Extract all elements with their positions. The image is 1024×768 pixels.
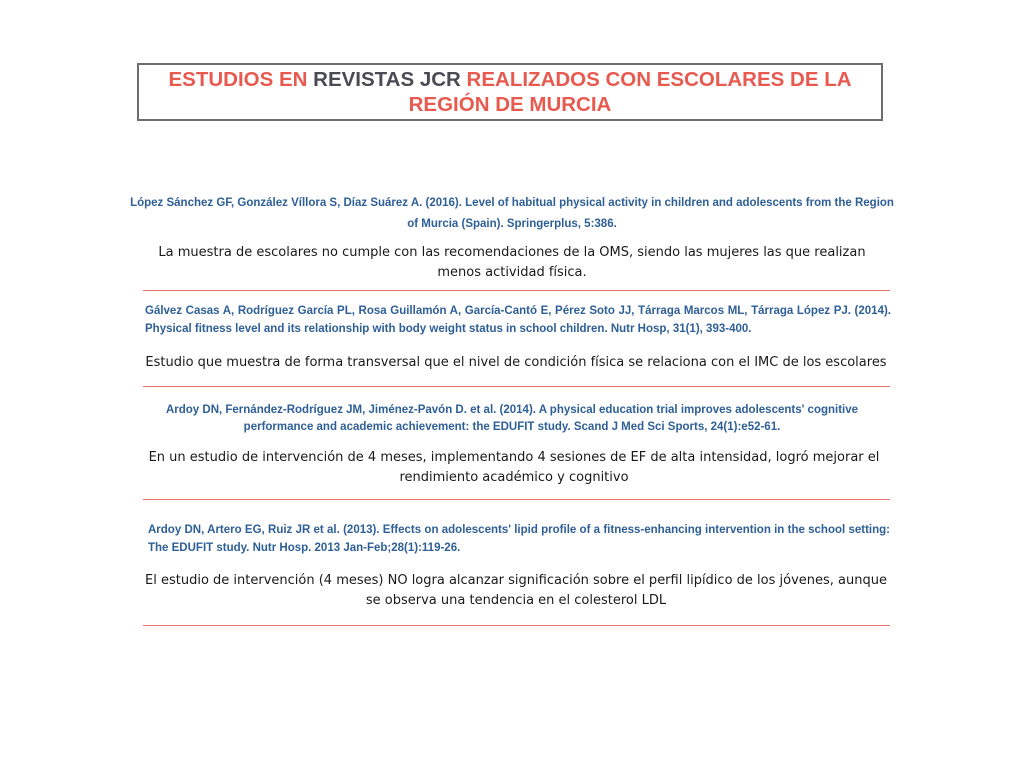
title-box (137, 63, 883, 121)
study-4-reference: Ardoy DN, Artero EG, Ruiz JR et al. (2013). Effects on adolescents' lipid profile of a fitness-enhancing intervention in the school setting: The EDUFIT study. Nutr Hosp. 2013 Jan-Feb;28(1):119-26. (148, 524, 890, 554)
study-4-summary: El estudio de intervención (4 meses) NO logra alcanzar significación sobre el perfil lipídico de los jóvenes, aunque se observa una tendencia en el colesterol LDL (145, 573, 887, 608)
title-part-2: REVISTAS JCR (313, 68, 461, 91)
study-3-summary: En un estudio de intervención de 4 meses, implementando 4 sesiones de EF de alta intensidad, logró mejorar el rendimiento académico y cognitivo (148, 450, 880, 485)
study-1-reference: López Sánchez GF, González Víllora S, Díaz Suárez A. (2016). Level of habitual physical activity in children and adolescents from the Region of Murcia (Spain). Springerplus, 5:386. (130, 197, 894, 230)
study-3-reference: Ardoy DN, Fernández-Rodríguez JM, Jiménez-Pavón D. et al. (2014). A physical education trial improves adolescents' cognitive performance and academic achievement: the EDUFIT study. Scand J Med Sci Sports, 24(1):e52-61. (165, 404, 859, 433)
divider (143, 290, 890, 291)
divider (143, 499, 890, 500)
study-2-reference: Gálvez Casas A, Rodríguez García PL, Rosa Guillamón A, García-Cantó E, Pérez Soto JJ, Tárraga Marcos ML, Tárraga López PJ. (2014). Physical fitness level and its relationship with body weight status in school children. Nutr Hosp, 31(1), 393-400. (145, 305, 891, 335)
study-1-summary: La muestra de escolares no cumple con las recomendaciones de la OMS, siendo las mujeres las que realizan menos actividad física. (158, 245, 866, 280)
study-2-summary: Estudio que muestra de forma transversal que el nivel de condición física se relaciona con el IMC de los escolares (145, 355, 887, 370)
title-part-1: ESTUDIOS EN (168, 68, 314, 91)
title-part-3: REALIZADOS CON ESCOLARES DE LA REGIÓN DE MURCIA (408, 68, 852, 116)
divider (143, 386, 890, 387)
page-title (139, 67, 881, 117)
divider (143, 625, 890, 626)
